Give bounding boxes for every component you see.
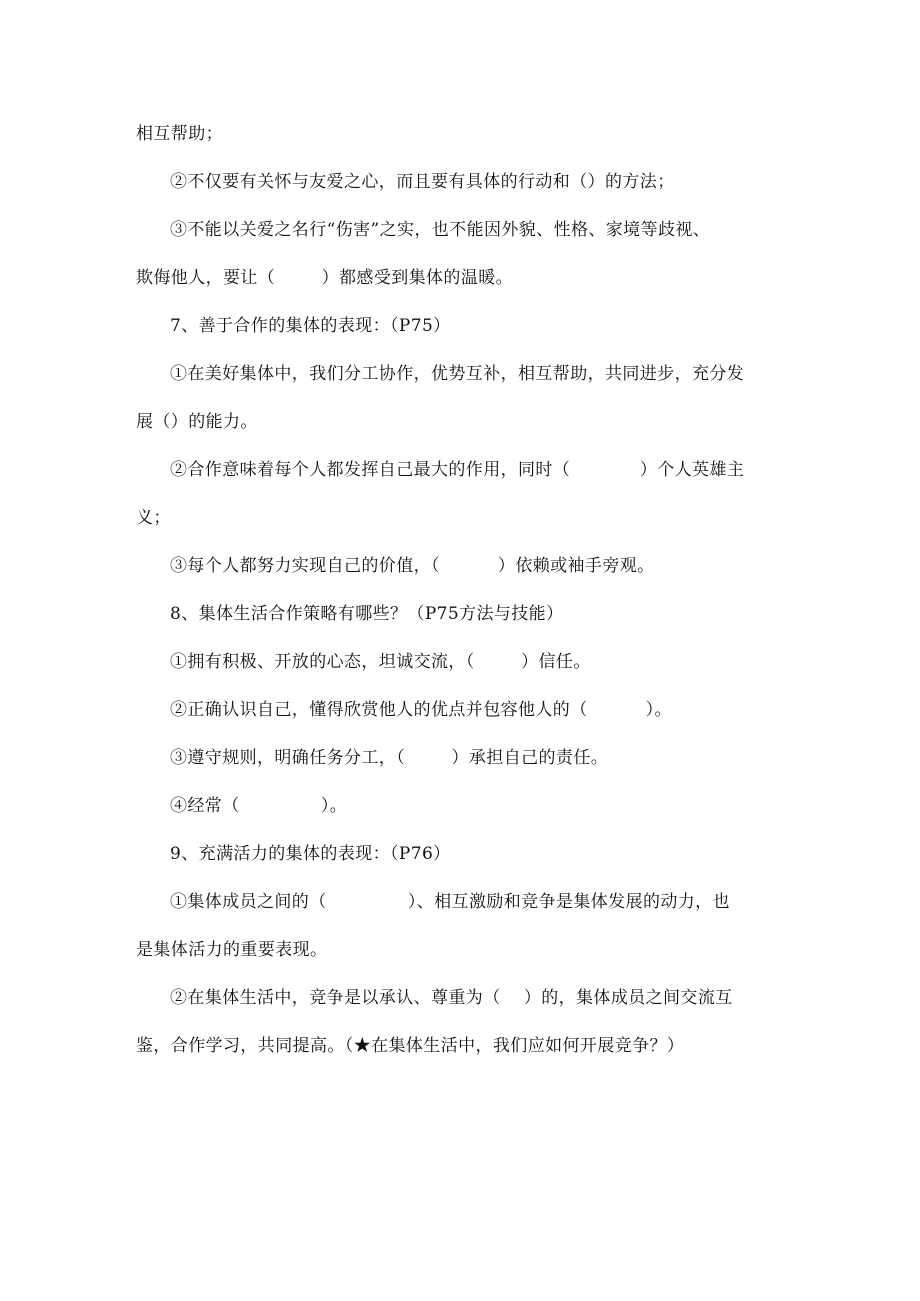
text-line-ability: 展（）的能力。	[136, 412, 258, 432]
section-heading-vitality: 9、充满活力的集体的表现：（P76）	[170, 844, 451, 864]
text-line-no-harm: ③不能以关爱之名行“伤害”之实，也不能因外貌、性格、家境等歧视、	[170, 220, 711, 240]
section-heading-cooperation: 7、善于合作的集体的表现：（P75）	[170, 316, 451, 336]
text-line-self-value: ③每个人都努力实现自己的价值，（ ）依赖或袖手旁观。	[170, 556, 655, 576]
text-line-strategy-1: ①拥有积极、开放的心态，坦诚交流，（ ）信任。	[170, 652, 591, 672]
text-line-cooperation-meaning: ②合作意味着每个人都发挥自己最大的作用，同时（ ）个人英雄主	[170, 460, 745, 480]
text-line-vitality-2: ②在集体生活中，竞争是以承认、尊重为（ ）的，集体成员之间交流互	[170, 988, 733, 1008]
text-line-division-of-labor: ①在美好集体中，我们分工协作，优势互补，相互帮助，共同进步，充分发	[170, 364, 745, 384]
text-line-care-action: ②不仅要有关怀与友爱之心，而且要有具体的行动和（）的方法；	[170, 172, 675, 192]
text-line-strategy-4: ④经常（ ）。	[170, 796, 348, 816]
section-heading-strategies: 8、集体生活合作策略有哪些？（P75方法与技能）	[170, 604, 564, 624]
text-line-strategy-3: ③遵守规则，明确任务分工，（ ）承担自己的责任。	[170, 748, 609, 768]
text-line-strategy-2: ②正确认识自己，懂得欣赏他人的优点并包容他人的（ ）。	[170, 700, 672, 720]
text-line-warmth: 欺侮他人，要让（ ）都感受到集体的温暖。	[136, 268, 514, 288]
text-line-heroism: 义；	[136, 508, 171, 528]
text-line-vitality-2-cont: 鉴，合作学习，共同提高。（★在集体生活中，我们应如何开展竞争？）	[136, 1036, 685, 1056]
text-line-vitality-1: ①集体成员之间的（ ）、相互激励和竞争是集体发展的动力，也	[170, 892, 730, 912]
text-line-mutual-help: 相互帮助；	[136, 124, 223, 144]
text-line-vitality-1-cont: 是集体活力的重要表现。	[136, 940, 328, 960]
